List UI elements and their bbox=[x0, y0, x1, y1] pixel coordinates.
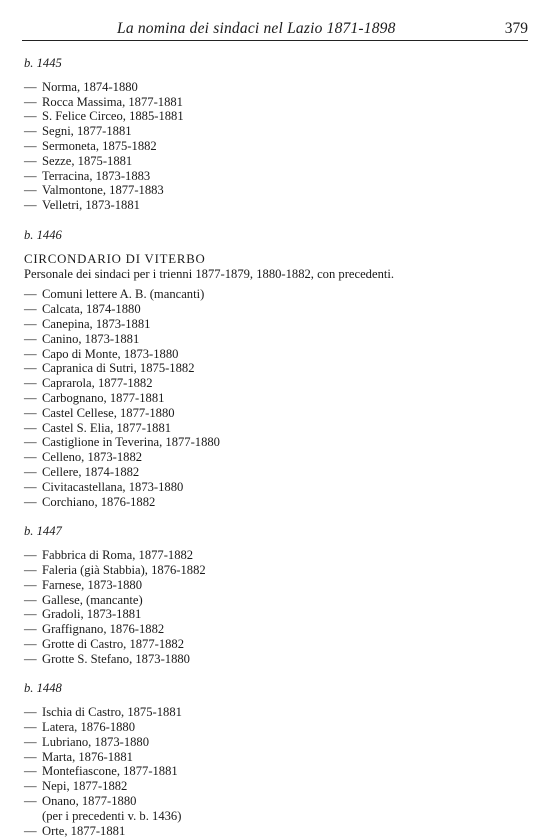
list-item: — Capo di Monte, 1873-1880 bbox=[24, 346, 179, 361]
section-heading: b. 1447 bbox=[24, 524, 62, 539]
list-item: — Cellere, 1874-1882 bbox=[24, 464, 140, 479]
running-header bbox=[22, 18, 528, 41]
section-b1447 bbox=[24, 524, 530, 666]
list-item: — Ischia di Castro, 1875-1881 bbox=[24, 705, 182, 720]
list-item: — Grotte S. Stefano, 1873-1880 bbox=[24, 651, 190, 666]
list-item: — Caprarola, 1877-1882 bbox=[24, 376, 153, 391]
list-item: — Nepi, 1877-1882 bbox=[24, 779, 128, 794]
list-item: — S. Felice Circeo, 1885-1881 bbox=[24, 109, 184, 124]
item-list bbox=[24, 548, 530, 666]
district-heading: CIRCONDARIO DI VITERBO bbox=[24, 251, 206, 266]
list-item: — Canepina, 1873-1881 bbox=[24, 316, 151, 331]
item-list bbox=[24, 80, 530, 213]
list-item: — Sezze, 1875-1881 bbox=[24, 153, 133, 168]
list-item: — Sermoneta, 1875-1882 bbox=[24, 138, 157, 153]
list-item: — Civitacastellana, 1873-1880 bbox=[24, 479, 184, 494]
section-b1448 bbox=[24, 681, 530, 838]
item-list bbox=[24, 705, 530, 838]
section-description: Personale dei sindaci per i trienni 1877-1879, 1880-1882, con precedenti. bbox=[24, 266, 395, 281]
list-item: — Rocca Massima, 1877-1881 bbox=[24, 94, 183, 109]
list-item-note: (per i precedenti v. b. 1436) bbox=[42, 808, 182, 823]
section-heading: b. 1445 bbox=[24, 56, 62, 70]
list-item: — Marta, 1876-1881 bbox=[24, 749, 133, 764]
section-heading: b. 1448 bbox=[24, 681, 62, 696]
list-item: — Onano, 1877-1880 bbox=[24, 794, 137, 809]
list-item: — Segni, 1877-1881 bbox=[24, 124, 132, 139]
list-item: — Canino, 1873-1881 bbox=[24, 331, 140, 346]
list-item: — Castiglione in Teverina, 1877-1880 bbox=[24, 435, 220, 450]
list-item: — Gallese, (mancante) bbox=[24, 592, 143, 607]
list-item: — Montefiascone, 1877-1881 bbox=[24, 764, 178, 779]
list-item: — Celleno, 1873-1882 bbox=[24, 450, 143, 465]
list-item: — Velletri, 1873-1881 bbox=[24, 198, 140, 213]
item-list bbox=[24, 287, 530, 509]
section-b1446 bbox=[24, 228, 530, 509]
list-item: — Terracina, 1873-1883 bbox=[24, 168, 151, 183]
list-item: — Fabbrica di Roma, 1877-1882 bbox=[24, 548, 194, 563]
list-item: — Carbognano, 1877-1881 bbox=[24, 390, 165, 405]
page-number: 379 bbox=[504, 20, 528, 37]
list-item: — Norma, 1874-1880 bbox=[24, 79, 138, 94]
section-b1445 bbox=[24, 56, 530, 213]
list-item: — Castel Cellese, 1877-1880 bbox=[24, 405, 175, 420]
list-item: — Capranica di Sutri, 1875-1882 bbox=[24, 361, 195, 376]
list-item: — Orte, 1877-1881 bbox=[24, 823, 126, 838]
list-item: — Castel S. Elia, 1877-1881 bbox=[24, 420, 172, 435]
list-item: — Faleria (già Stabbia), 1876-1882 bbox=[24, 562, 206, 577]
list-item: — Lubriano, 1873-1880 bbox=[24, 734, 150, 749]
list-item: — Gradoli, 1873-1881 bbox=[24, 607, 142, 622]
list-item: — Comuni lettere A. B. (mancanti) bbox=[24, 287, 205, 302]
list-item: — Latera, 1876-1880 bbox=[24, 720, 136, 735]
list-item: — Grotte di Castro, 1877-1882 bbox=[24, 636, 185, 651]
list-item: — Calcata, 1874-1880 bbox=[24, 302, 141, 317]
list-item: — Graffignano, 1876-1882 bbox=[24, 622, 165, 637]
page-content bbox=[24, 56, 530, 838]
list-item: — Corchiano, 1876-1882 bbox=[24, 494, 156, 509]
running-title: La nomina dei sindaci nel Lazio 1871-1898 bbox=[117, 20, 396, 37]
section-heading: b. 1446 bbox=[24, 227, 62, 242]
list-item: — Farnese, 1873-1880 bbox=[24, 577, 143, 592]
list-item: — Valmontone, 1877-1883 bbox=[24, 183, 164, 198]
